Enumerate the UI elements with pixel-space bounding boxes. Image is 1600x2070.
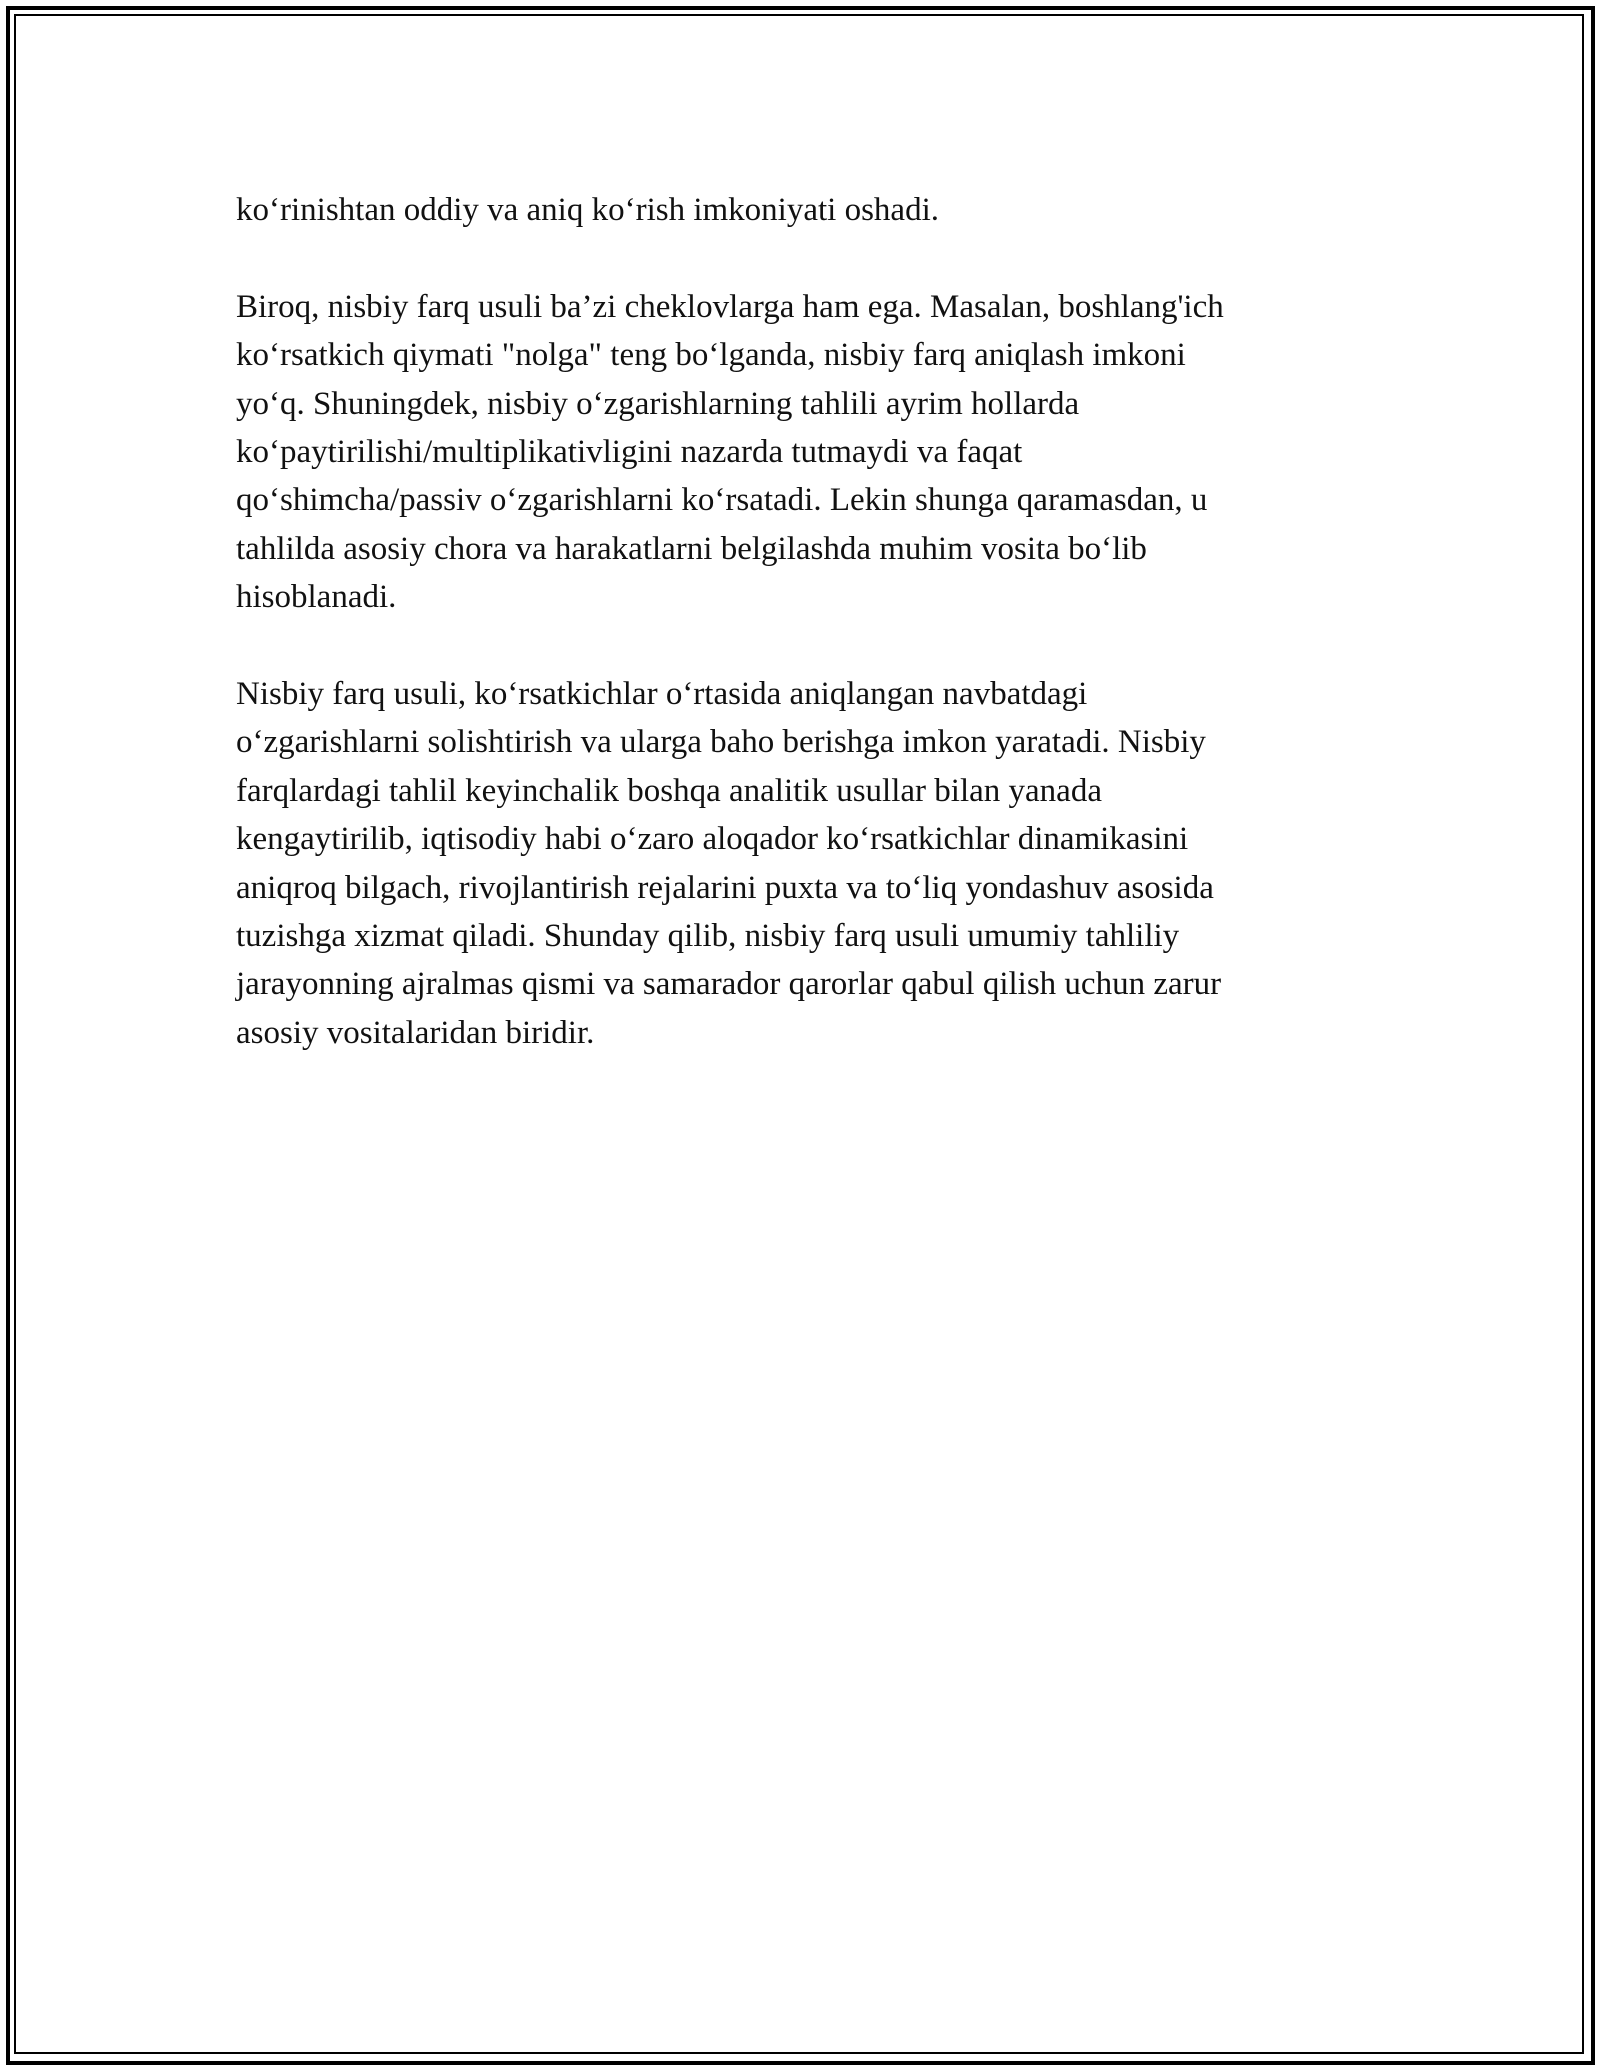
document-body (236, 186, 1396, 1106)
paragraph-2: Biroq, nisbiy farq usuli ba’zi cheklovlarga ham ega. Masalan, boshlang'ich ko‘rsatkich qiymati "nolga" teng bo‘lganda, nisbiy farq aniqlash imkoni yo‘q. Shuningdek, nisbiy o‘zgarishlarning tahlili ayrim hollarda ko‘paytirilishi/multiplikativligini nazarda tutmaydi va faqat qo‘shimcha/passiv o‘zgarishlarni ko‘rsatadi. Lekin shunga qaramasdan, u tahlilda asosiy chora va harakatlarni belgilashda muhim vosita bo‘lib hisoblanadi. (236, 288, 1224, 616)
paragraph-1: ko‘rinishtan oddiy va aniq ko‘rish imkoniyati oshadi. (236, 192, 939, 228)
paragraph-3: Nisbiy farq usuli, ko‘rsatkichlar o‘rtasida aniqlangan navbatdagi o‘zgarishlarni solishtirish va ularga baho berishga imkon yaratadi. Nisbiy farqlardagi tahlil keyinchalik boshqa analitik usullar bilan yanada kengaytirilib, iqtisodiy habi o‘zaro aloqador ko‘rsatkichlar dinamikasini aniqroq bilgach, rivojlantirish rejalarini puxta va to‘liq yondashuv asosida tuzishga xizmat qiladi. Shunday qilib, nisbiy farq usuli umumiy tahliliy jarayonning ajralmas qismi va samarador qarorlar qabul qilish uchun zarur asosiy vositalaridan biridir. (236, 676, 1222, 1051)
